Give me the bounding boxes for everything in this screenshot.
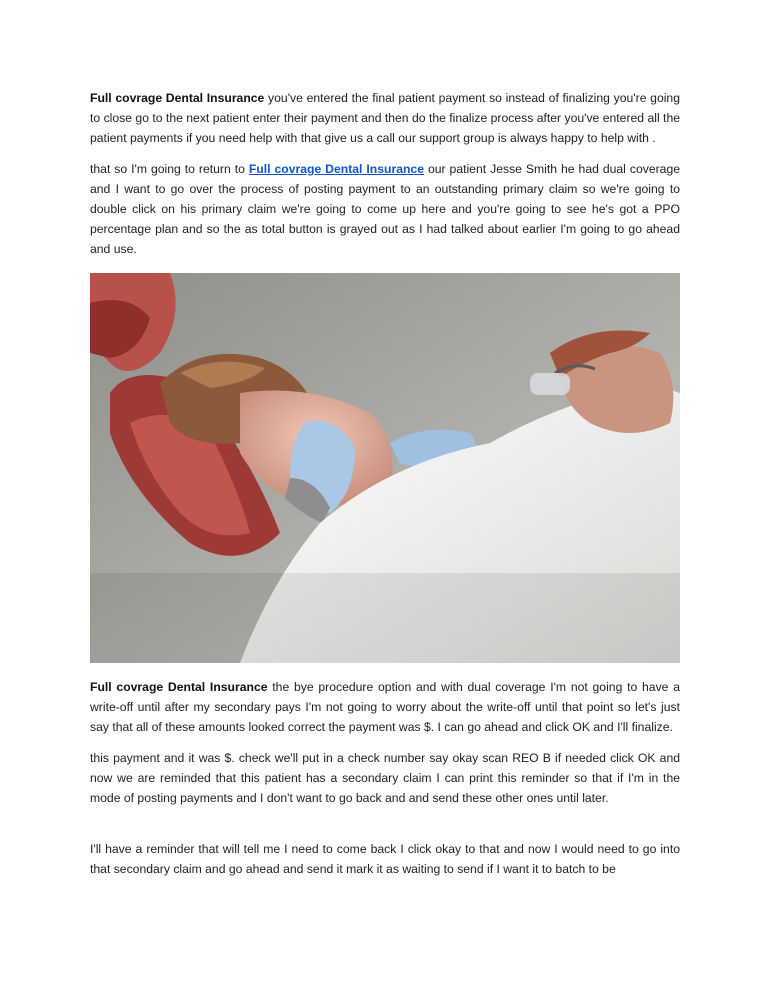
- keyword-bold: Full covrage Dental Insurance: [90, 91, 265, 105]
- paragraph-text: I'll have a reminder that will tell me I need to come back I click okay to that and now I would need to go into that secondary claim and go ahead and send it mark it as waiting to send if I want it to batch to be: [90, 842, 680, 876]
- paragraph-text: this payment and it was $. check we'll put in a check number say okay scan REO B if needed click OK and now we are reminded that this patient has a secondary claim I can print this reminder so that if I'm in the mode of posting payments and I don't want to go back and and send these other ones until later.: [90, 751, 680, 805]
- paragraph-5: [90, 839, 680, 879]
- paragraph-text: you've entered the final patient payment so instead of finalizing you're going to close go to the next patient enter their payment and then do the finalize process after you've entered all the patient payments if you need help with that give us a call our support group is always happy to help with .: [90, 91, 680, 145]
- paragraph-2: [90, 159, 680, 259]
- paragraph-text: that so I'm going to return to: [90, 162, 249, 176]
- paragraph-4: [90, 748, 680, 808]
- paragraph-text: the bye procedure option and with dual coverage I'm not going to have a write-off until after my secondary pays I'm not going to worry about the write-off until that point so let's just say that all of these amounts looked correct the payment was $. I can go ahead and click OK and I'll finalize.: [90, 680, 680, 734]
- insurance-link[interactable]: Full covrage Dental Insurance: [248, 162, 424, 176]
- paragraph-3: [90, 677, 680, 737]
- document-content: [90, 88, 680, 879]
- keyword-bold: Full covrage Dental Insurance: [90, 680, 268, 694]
- paragraph-1: [90, 88, 680, 148]
- paragraph-text: our patient Jesse Smith he had dual coverage and I want to go over the process of posting payment to an outstanding primary claim so we're going to double click on his primary claim we're going to come up here and you're going to see he's got a PPO percentage plan and so the as total button is grayed out as I had talked about earlier I'm going to go ahead and use.: [90, 162, 680, 256]
- dental-exam-photo: [90, 273, 680, 663]
